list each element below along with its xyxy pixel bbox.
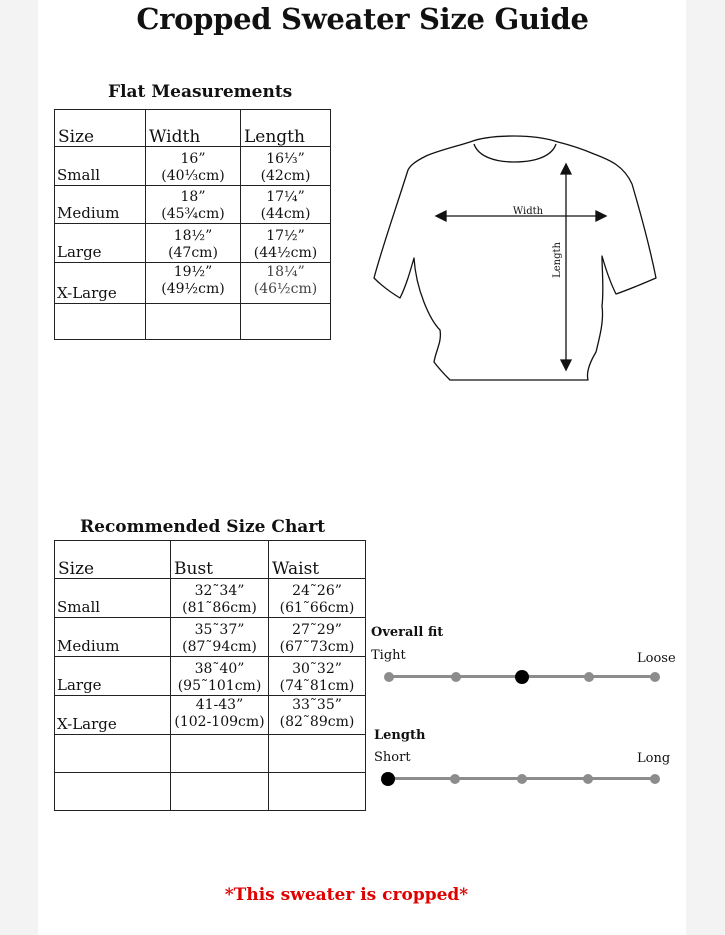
table-header-row bbox=[55, 110, 331, 147]
waist-in: 24˜26” bbox=[292, 583, 342, 599]
waist-in: 30˜32” bbox=[292, 661, 342, 677]
arrow-left-icon bbox=[436, 211, 446, 221]
bust-cm: (102-109cm) bbox=[174, 714, 265, 730]
width-cm: (49½cm) bbox=[161, 281, 225, 297]
length-cell bbox=[241, 224, 331, 263]
table-row bbox=[55, 696, 366, 735]
header-waist: Waist bbox=[269, 541, 366, 579]
width-cell bbox=[146, 224, 241, 263]
bust-cm: (87˜94cm) bbox=[182, 639, 257, 655]
table-row bbox=[55, 263, 331, 304]
cropped-note: *This sweater is cropped* bbox=[224, 885, 469, 905]
width-in: 19½” bbox=[173, 264, 213, 280]
size-label: Small bbox=[55, 579, 171, 618]
header-length: Length bbox=[241, 110, 331, 147]
header-width: Width bbox=[146, 110, 241, 147]
length-cm: (46½cm) bbox=[253, 281, 318, 297]
waist-cm: (74˜81cm) bbox=[279, 678, 355, 694]
size-label: Medium bbox=[55, 186, 146, 224]
header-size: Size bbox=[55, 541, 171, 579]
scale-dot bbox=[650, 672, 660, 682]
sweater-diagram bbox=[370, 130, 665, 385]
header-bust: Bust bbox=[171, 541, 269, 579]
size-label: Medium bbox=[55, 618, 171, 657]
length-fit-title: Length bbox=[374, 728, 426, 743]
width-label: Width bbox=[512, 206, 544, 217]
size-label: Small bbox=[55, 147, 146, 186]
bust-in: 32˜34” bbox=[194, 583, 245, 599]
arrow-down-icon bbox=[561, 360, 571, 370]
table-row bbox=[55, 618, 366, 657]
bust-cm: (95˜101cm) bbox=[177, 678, 262, 694]
bust-cell bbox=[171, 696, 269, 735]
length-cm: (44½cm) bbox=[253, 245, 318, 261]
length-in: 17¼” bbox=[266, 189, 305, 205]
length-cell bbox=[241, 263, 331, 304]
header-size: Size bbox=[55, 110, 146, 147]
flat-measurements-table bbox=[54, 109, 331, 340]
waist-cm: (67˜73cm) bbox=[279, 639, 355, 655]
bust-cell bbox=[171, 618, 269, 657]
size-label: X-Large bbox=[55, 696, 171, 735]
page-title: Cropped Sweater Size Guide bbox=[136, 2, 589, 36]
length-in: 16⅓” bbox=[266, 151, 305, 167]
overall-fit-title: Overall fit bbox=[371, 625, 444, 640]
bust-in: 35˜37” bbox=[194, 622, 245, 638]
overall-fit-right-label: Loose bbox=[637, 651, 676, 666]
bust-in: 41-43” bbox=[195, 697, 244, 713]
width-in: 16” bbox=[180, 151, 206, 167]
scale-dot-selected bbox=[381, 772, 395, 786]
scale-dot bbox=[450, 774, 460, 784]
scale-dot bbox=[384, 672, 394, 682]
flat-measurements-heading: Flat Measurements bbox=[108, 82, 293, 102]
scale-dot bbox=[517, 774, 527, 784]
waist-cell bbox=[269, 696, 366, 735]
width-cell bbox=[146, 186, 241, 224]
waist-cell bbox=[269, 618, 366, 657]
arrow-right-icon bbox=[596, 211, 606, 221]
table-row bbox=[55, 224, 331, 263]
length-cell bbox=[241, 147, 331, 186]
size-label: X-Large bbox=[55, 263, 146, 304]
length-in: 17½” bbox=[266, 228, 305, 244]
table-row-empty bbox=[55, 773, 366, 811]
scale-dot bbox=[451, 672, 461, 682]
waist-cell bbox=[269, 657, 366, 696]
scale-dot bbox=[583, 774, 593, 784]
length-cell bbox=[241, 186, 331, 224]
bust-cell bbox=[171, 579, 269, 618]
width-cm: (47cm) bbox=[168, 245, 218, 261]
width-in: 18½” bbox=[173, 228, 213, 244]
table-row-empty bbox=[55, 735, 366, 773]
bust-cm: (81˜86cm) bbox=[182, 600, 257, 616]
collar-icon bbox=[474, 144, 556, 162]
table-row bbox=[55, 579, 366, 618]
arrow-up-icon bbox=[561, 164, 571, 174]
length-cm: (44cm) bbox=[260, 206, 311, 222]
table-row bbox=[55, 147, 331, 186]
table-header-row bbox=[55, 541, 366, 579]
table-row bbox=[55, 186, 331, 224]
width-cell bbox=[146, 147, 241, 186]
waist-in: 27˜29” bbox=[292, 622, 342, 638]
length-cm: (42cm) bbox=[260, 168, 311, 184]
scale-dot bbox=[584, 672, 594, 682]
scale-dot bbox=[650, 774, 660, 784]
bust-cell bbox=[171, 657, 269, 696]
table-row bbox=[55, 657, 366, 696]
waist-cm: (82˜89cm) bbox=[279, 714, 355, 730]
waist-cell bbox=[269, 579, 366, 618]
length-fit-right-label: Long bbox=[637, 751, 671, 766]
width-cell bbox=[146, 263, 241, 304]
width-cm: (40⅓cm) bbox=[161, 168, 225, 184]
waist-cm: (61˜66cm) bbox=[279, 600, 355, 616]
waist-in: 33˜35” bbox=[292, 697, 342, 713]
overall-fit-left-label: Tight bbox=[371, 648, 406, 663]
width-cm: (45¾cm) bbox=[161, 206, 225, 222]
size-label: Large bbox=[55, 224, 146, 263]
recommended-size-table bbox=[54, 540, 366, 811]
recommended-size-heading: Recommended Size Chart bbox=[80, 517, 326, 537]
width-in: 18” bbox=[180, 189, 206, 205]
table-row-empty bbox=[55, 304, 331, 340]
scale-dot-selected bbox=[515, 670, 529, 684]
length-in: 18¼” bbox=[266, 264, 305, 280]
length-label: Length bbox=[552, 242, 563, 278]
bust-in: 38˜40” bbox=[194, 661, 245, 677]
sweater-outline-icon bbox=[374, 136, 656, 380]
length-fit-left-label: Short bbox=[374, 750, 411, 765]
size-label: Large bbox=[55, 657, 171, 696]
